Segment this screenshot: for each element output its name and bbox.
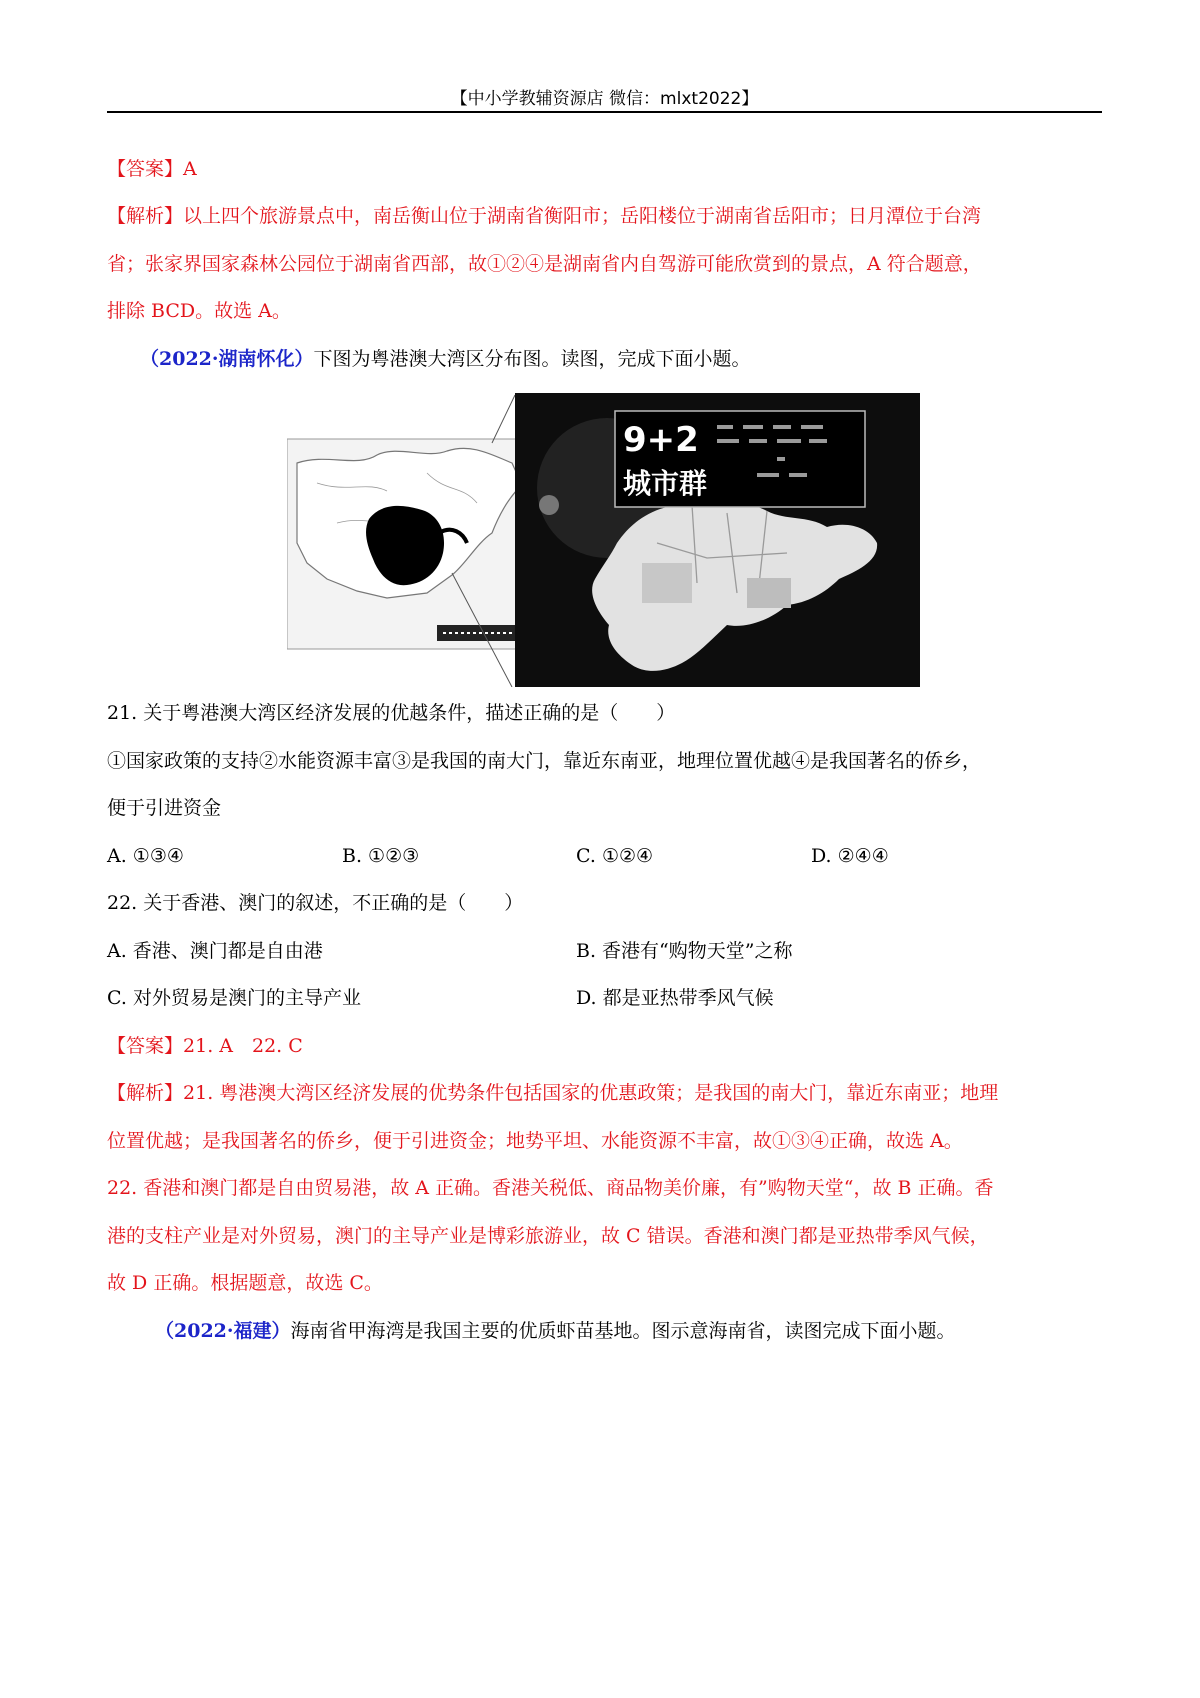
city-region (642, 563, 692, 603)
question-21-option-d: D. ②④④ (811, 845, 889, 867)
question-21-stem: 21. 关于粤港澳大湾区经济发展的优越条件，描述正确的是（ ） (107, 702, 676, 724)
city-region (747, 578, 791, 608)
analysis-1-line-1: 【解析】以上四个旅游景点中，南岳衡山位于湖南省衡阳市；岳阳楼位于湖南省岳阳市；日月潭位于台湾 (107, 205, 982, 227)
question-21-option-b: B. ①②③ (342, 845, 420, 867)
question-intro-1 (140, 346, 751, 372)
analysis-1-line-3: 排除 BCD。故选 A。 (107, 300, 291, 322)
analysis-2-line-5: 故 D 正确。根据题意，故选 C。 (107, 1272, 383, 1294)
question-22-option-a: A. 香港、澳门都是自由港 (107, 940, 323, 962)
question-source: （2022·福建） (155, 1320, 291, 1342)
page-header: 【中小学教辅资源店 微信：mlxt2022】 (450, 89, 759, 109)
question-21-line-2: ①国家政策的支持②水能资源丰富③是我国的南大门，靠近东南亚，地理位置优越④是我国著名的侨乡， (107, 750, 982, 772)
zoom-connector (492, 395, 515, 443)
analysis-tag: 【解析】 (107, 1082, 184, 1104)
analysis-2-line-3: 22. 香港和澳门都是自由贸易港，故 A 正确。香港关税低、商品物美价廉，有”购物天堂“，故 B 正确。香 (107, 1177, 994, 1199)
analysis-2-line-4: 港的支柱产业是对外贸易，澳门的主导产业是博彩旅游业，故 C 错误。香港和澳门都是亚热带季风气候， (107, 1225, 989, 1247)
analysis-2-line-2: 位置优越；是我国著名的侨乡，便于引进资金；地势平坦、水能资源不丰富，故①③④正确，故选 A。 (107, 1130, 963, 1152)
question-intro-text: 海南省甲海湾是我国主要的优质虾苗基地。图示意海南省，读图完成下面小题。 (290, 1320, 956, 1342)
greater-bay-area-map (287, 393, 920, 687)
question-22-option-d: D. 都是亚热带季风气候 (576, 987, 774, 1009)
analysis-1-line-2: 省；张家界国家森林公园位于湖南省西部，故①②④是湖南省内自驾游可能欣赏到的景点，A 符合题意， (107, 253, 982, 275)
answer-value: 21. A 22. C (183, 1035, 303, 1057)
question-21-option-c: C. ①②④ (576, 845, 654, 867)
question-22-option-b: B. 香港有“购物天堂”之称 (576, 940, 793, 962)
question-22-option-c: C. 对外贸易是澳门的主导产业 (107, 987, 361, 1009)
question-21-line-3: 便于引进资金 (107, 797, 222, 819)
question-intro-2 (155, 1318, 956, 1344)
question-21-option-a: A. ①③④ (107, 845, 184, 867)
badge-title: 9+2 (623, 420, 699, 460)
answer-tag: 【答案】 (107, 1035, 184, 1057)
answer-tag: 【答案】 (107, 158, 184, 180)
analysis-tag: 【解析】 (107, 205, 184, 227)
question-source: （2022·湖南怀化） (140, 348, 314, 370)
answer-2 (107, 1033, 303, 1059)
badge-subtitle: 城市群 (623, 467, 708, 500)
question-22-stem: 22. 关于香港、澳门的叙述，不正确的是（ ） (107, 892, 524, 914)
header-rule (107, 111, 1102, 113)
answer-value: A (183, 158, 197, 180)
answer-1 (107, 156, 197, 182)
question-intro-text: 下图为粤港澳大湾区分布图。读图，完成下面小题。 (313, 348, 751, 370)
analysis-2-line-1: 【解析】21. 粤港澳大湾区经济发展的优势条件包括国家的优惠政策；是我国的南大门，靠近东南亚；地理 (107, 1082, 999, 1104)
